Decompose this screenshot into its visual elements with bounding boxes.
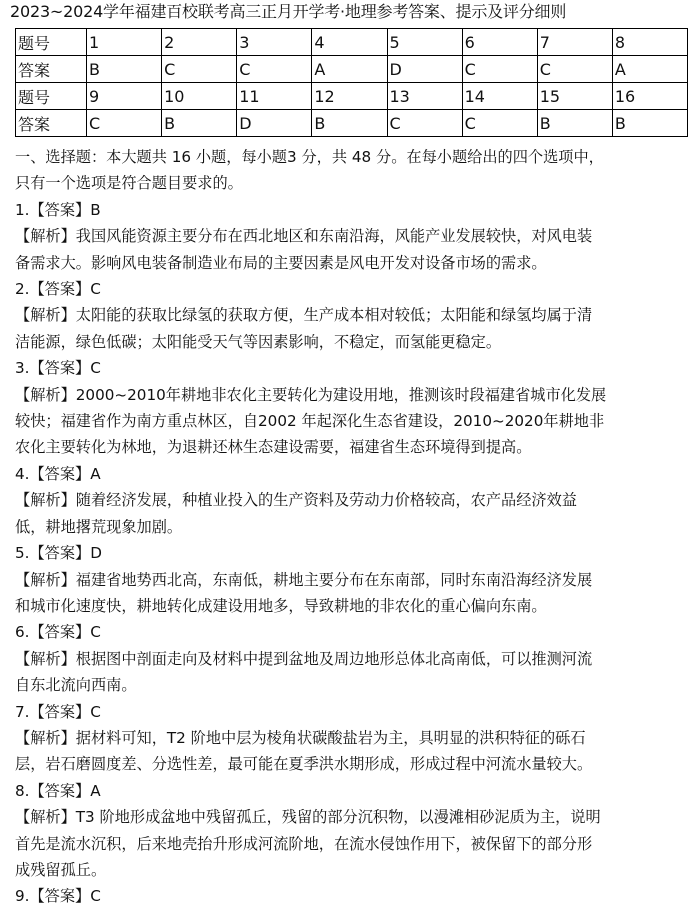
intro-line: 一、选择题：本大题共 16 小题，每小题3 分，共 48 分。在每小题给出的四个选项中，	[15, 148, 604, 166]
document-body	[10, 144, 684, 910]
document-title: 2023~2024学年福建百校联考高三正月开学考·地理参考答案、提示及评分细则	[10, 2, 567, 21]
row-label-cell: 题号	[16, 83, 87, 110]
answer-table-cell: 13	[387, 83, 462, 110]
answer-table-cell: C	[462, 110, 537, 137]
answer-table-cell: C	[162, 56, 237, 83]
explanation-line: 和城市化速度快，耕地转化成建设用地多，导致耕地的非农化的重心偏向东南。	[15, 596, 547, 615]
answer-table-cell: 6	[462, 29, 537, 56]
question-item	[15, 778, 684, 884]
answer-table-cell: A	[612, 56, 687, 83]
answer-table-cell: B	[612, 110, 687, 137]
answer-table-row	[16, 110, 688, 137]
answer-table-cell: B	[312, 110, 387, 137]
answer-table-cell: B	[87, 56, 162, 83]
answer-line: 8.【答案】A	[15, 781, 101, 800]
answer-line: 7.【答案】C	[15, 702, 101, 721]
answer-table-cell: 16	[612, 83, 687, 110]
answer-table-cell: 15	[537, 83, 612, 110]
answer-table-cell: C	[462, 56, 537, 83]
answer-table-cell: 4	[312, 29, 387, 56]
question-item	[15, 540, 684, 619]
answer-line: 9.【答案】C	[15, 887, 101, 906]
explanation-line: 自东北流向西南。	[15, 676, 137, 695]
explanation-line: 【解析】T3 阶地形成盆地中残留孤丘，残留的部分沉积物，以漫滩相砂泥质为主，说明	[15, 808, 601, 827]
answer-line: 3.【答案】C	[15, 359, 101, 378]
answer-line: 2.【答案】C	[15, 280, 101, 299]
answer-table-cell: B	[162, 110, 237, 137]
row-label-cell: 答案	[16, 56, 87, 83]
answer-table-row	[16, 29, 688, 56]
intro-line: 只有一个选项是符合题目要求的。	[15, 174, 243, 193]
answer-table-cell: 9	[87, 83, 162, 110]
answer-line: 4.【答案】A	[15, 464, 101, 483]
explanation-line: 【解析】我国风能资源主要分布在西北地区和东南沿海，风能产业发展较快，对风电装	[15, 227, 593, 246]
answer-table-cell: 5	[387, 29, 462, 56]
explanation-line: 低，耕地撂荒现象加剧。	[15, 517, 183, 536]
explanation-line: 洁能源，绿色低碳；太阳能受天气等因素影响，不稳定，而氢能更稳定。	[15, 332, 501, 351]
explanation-line: 层，岩石磨圆度差、分选性差，最可能在夏季洪水期形成，形成过程中河流水量较大。	[15, 755, 593, 774]
answer-table-cell: C	[87, 110, 162, 137]
explanation-line: 【解析】太阳能的获取比绿氢的获取方便，生产成本相对较低；太阳能和绿氢均属于清	[15, 306, 593, 325]
answer-table-cell: 7	[537, 29, 612, 56]
answer-table-cell: A	[312, 56, 387, 83]
explanation-line: 【解析】福建省地势西北高，东南低，耕地主要分布在东南部，同时东南沿海经济发展	[15, 570, 593, 589]
answer-table-cell: 1	[87, 29, 162, 56]
explanation-line: 【解析】据材料可知，T2 阶地中层为棱角状碳酸盐岩为主，具明显的洪积特征的砾石	[15, 728, 586, 747]
answer-table-cell: D	[237, 110, 312, 137]
answer-table-row	[16, 56, 688, 83]
explanation-line: 【解析】根据图中剖面走向及材料中提到盆地及周边地形总体北高南低，可以推测河流	[15, 649, 593, 668]
question-item	[15, 355, 684, 461]
explanation-line: 成残留孤丘。	[15, 860, 107, 879]
question-item	[15, 883, 684, 909]
answer-table	[15, 28, 688, 137]
explanation-line: 备需求大。影响风电装备制造业布局的主要因素是风电开发对设备市场的需求。	[15, 253, 547, 272]
question-item	[15, 699, 684, 778]
answer-table-cell: C	[237, 56, 312, 83]
answer-table-cell: 14	[462, 83, 537, 110]
answer-table-cell: B	[537, 110, 612, 137]
answer-table-cell: 8	[612, 29, 687, 56]
question-item	[15, 276, 684, 355]
answer-explanations	[15, 197, 684, 910]
explanation-line: 农化主要转化为林地，为退耕还林生态建设需要，福建省生态环境得到提高。	[15, 438, 532, 457]
explanation-line: 较快；福建省作为南方重点林区，自2002 年起深化生态省建设，2010~2020年耕地非	[15, 412, 605, 431]
answer-table-cell: D	[387, 56, 462, 83]
row-label-cell: 题号	[16, 29, 87, 56]
question-item	[15, 461, 684, 540]
answer-table-cell: C	[537, 56, 612, 83]
answer-table-cell: 3	[237, 29, 312, 56]
explanation-line: 【解析】随着经济发展，种植业投入的生产资料及劳动力价格较高，农产品经济效益	[15, 491, 577, 510]
answer-table-cell: C	[387, 110, 462, 137]
answer-table-cell: 12	[312, 83, 387, 110]
answer-table-cell: 11	[237, 83, 312, 110]
explanation-line: 【解析】2000~2010年耕地非农化主要转化为建设用地，推测该时段福建省城市化发展	[15, 385, 607, 404]
answer-table-row	[16, 83, 688, 110]
answer-line: 5.【答案】D	[15, 544, 102, 563]
answer-line: 6.【答案】C	[15, 623, 101, 642]
question-item	[15, 619, 684, 698]
row-label-cell: 答案	[16, 110, 87, 137]
answer-line: 1.【答案】B	[15, 200, 101, 219]
answer-table-cell: 2	[162, 29, 237, 56]
explanation-line: 首先是流水沉积，后来地壳抬升形成河流阶地，在流水侵蚀作用下，被保留下的部分形	[15, 834, 593, 853]
answer-table-cell: 10	[162, 83, 237, 110]
question-item	[15, 197, 684, 276]
